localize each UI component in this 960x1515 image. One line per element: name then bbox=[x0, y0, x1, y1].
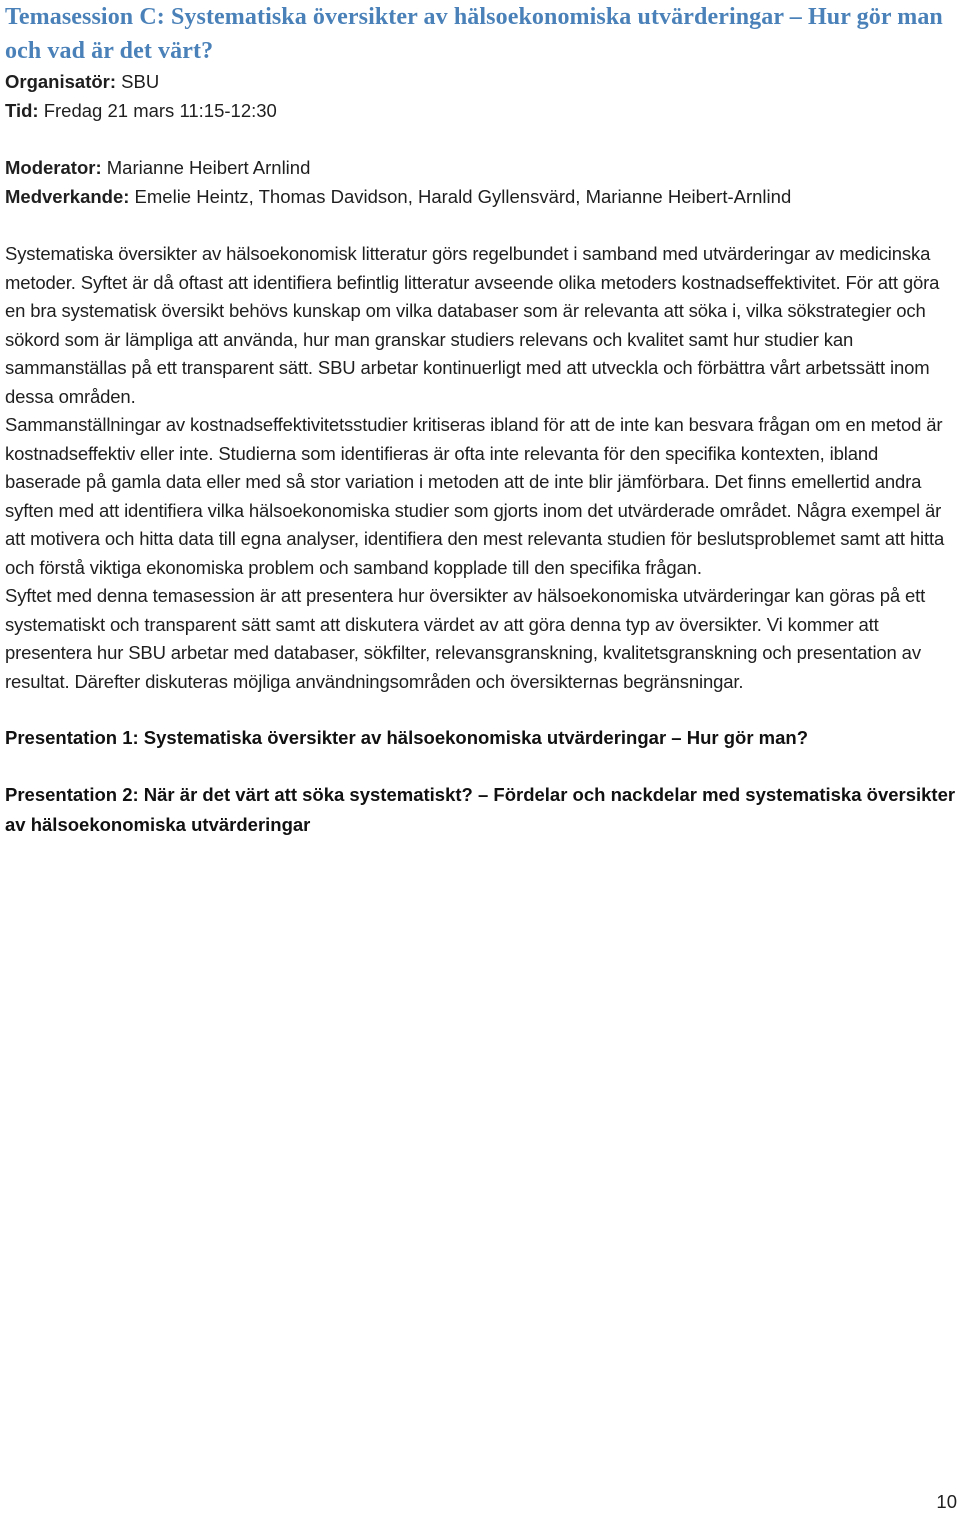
presentation-1: Presentation 1: Systematiska översikter av hälsoekonomiska utvärderingar – Hur gör man? bbox=[5, 727, 808, 748]
time-label: Tid: bbox=[5, 99, 39, 121]
session-title: Temasession C: Systematiska översikter av hälsoekonomiska utvärderingar – Hur gör man och vad är det värt? bbox=[5, 4, 943, 64]
participants-label: Medverkande: bbox=[5, 185, 130, 207]
organizer-value: SBU bbox=[116, 71, 160, 92]
description-paragraph-1: Systematiska översikter av hälsoekonomisk litteratur görs regelbundet i samband med utvärderingar av medicinska metoder. Syftet är då oftast att identifiera befintlig litteratur avseende olika metoders kostnadseffektivitet. För att göra en bra systematisk översikt behövs kunskap om vilka databaser som är relevanta att söka i, vilka sökstrategier och sökord som är lämpliga att använda, hur man granskar studiers relevans och kvalitet samt hur studier kan sammanställas på ett transparent sätt. SBU arbetar kontinuerligt med att utveckla och förbättra vårt arbetssätt inom dessa områden. bbox=[5, 243, 940, 407]
moderator-row bbox=[5, 154, 957, 183]
spacer bbox=[5, 211, 957, 240]
participants-row bbox=[5, 183, 957, 212]
organizer-label: Organisatör: bbox=[5, 71, 117, 92]
spacer bbox=[5, 753, 957, 780]
participants-value: Emelie Heintz, Thomas Davidson, Harald Gyllensvärd, Marianne Heibert-Arnlind bbox=[129, 185, 792, 207]
moderator-value: Marianne Heibert Arnlind bbox=[101, 157, 311, 178]
time-row bbox=[5, 97, 957, 126]
organizer-row bbox=[5, 68, 957, 97]
moderator-label: Moderator: bbox=[5, 157, 102, 178]
session-meta bbox=[5, 68, 957, 211]
document-page bbox=[5, 0, 957, 840]
time-value: Fredag 21 mars 11:15-12:30 bbox=[38, 99, 277, 121]
spacer bbox=[5, 125, 957, 154]
page-number: 10 bbox=[936, 1491, 957, 1512]
session-description bbox=[5, 240, 957, 696]
description-paragraph-3: Syftet med denna temasession är att presentera hur översikter av hälsoekonomiska utvärderingar kan göras på ett systematiskt och transparent sätt samt att diskutera värdet av att göra denna typ av översikter. Vi kommer att presentera hur SBU arbetar med databaser, sökfilter, relevansgranskning, kvalitetsgranskning och presentation av resultat. Därefter diskuteras möjliga användningsområden och översikternas begränsningar. bbox=[5, 585, 926, 692]
spacer bbox=[5, 696, 957, 723]
description-paragraph-2: Sammanställningar av kostnadseffektivitetsstudier kritiseras ibland för att de inte kan besvara frågan om en metod är kostnadseffektiv eller inte. Studierna som identifieras är ofta inte relevanta för den specifika kontexten, ibland baserade på gamla data eller med så stor variation i metoden att de inte blir jämförbara. Det finns emellertid andra syften med att identifiera vilka hälsoekonomiska studier som gjorts inom det utvärderade området. Några exempel är att motivera och hitta data till egna analyser, identifiera den mest relevanta studien för beslutsproblemet samt att hitta och förstå viktiga ekonomiska problem och samband kopplade till den specifika frågan. bbox=[5, 414, 945, 578]
presentation-2: Presentation 2: När är det värt att söka systematiskt? – Fördelar och nackdelar med systematiska översikter av hälsoekonomiska utvärderingar bbox=[5, 784, 956, 835]
